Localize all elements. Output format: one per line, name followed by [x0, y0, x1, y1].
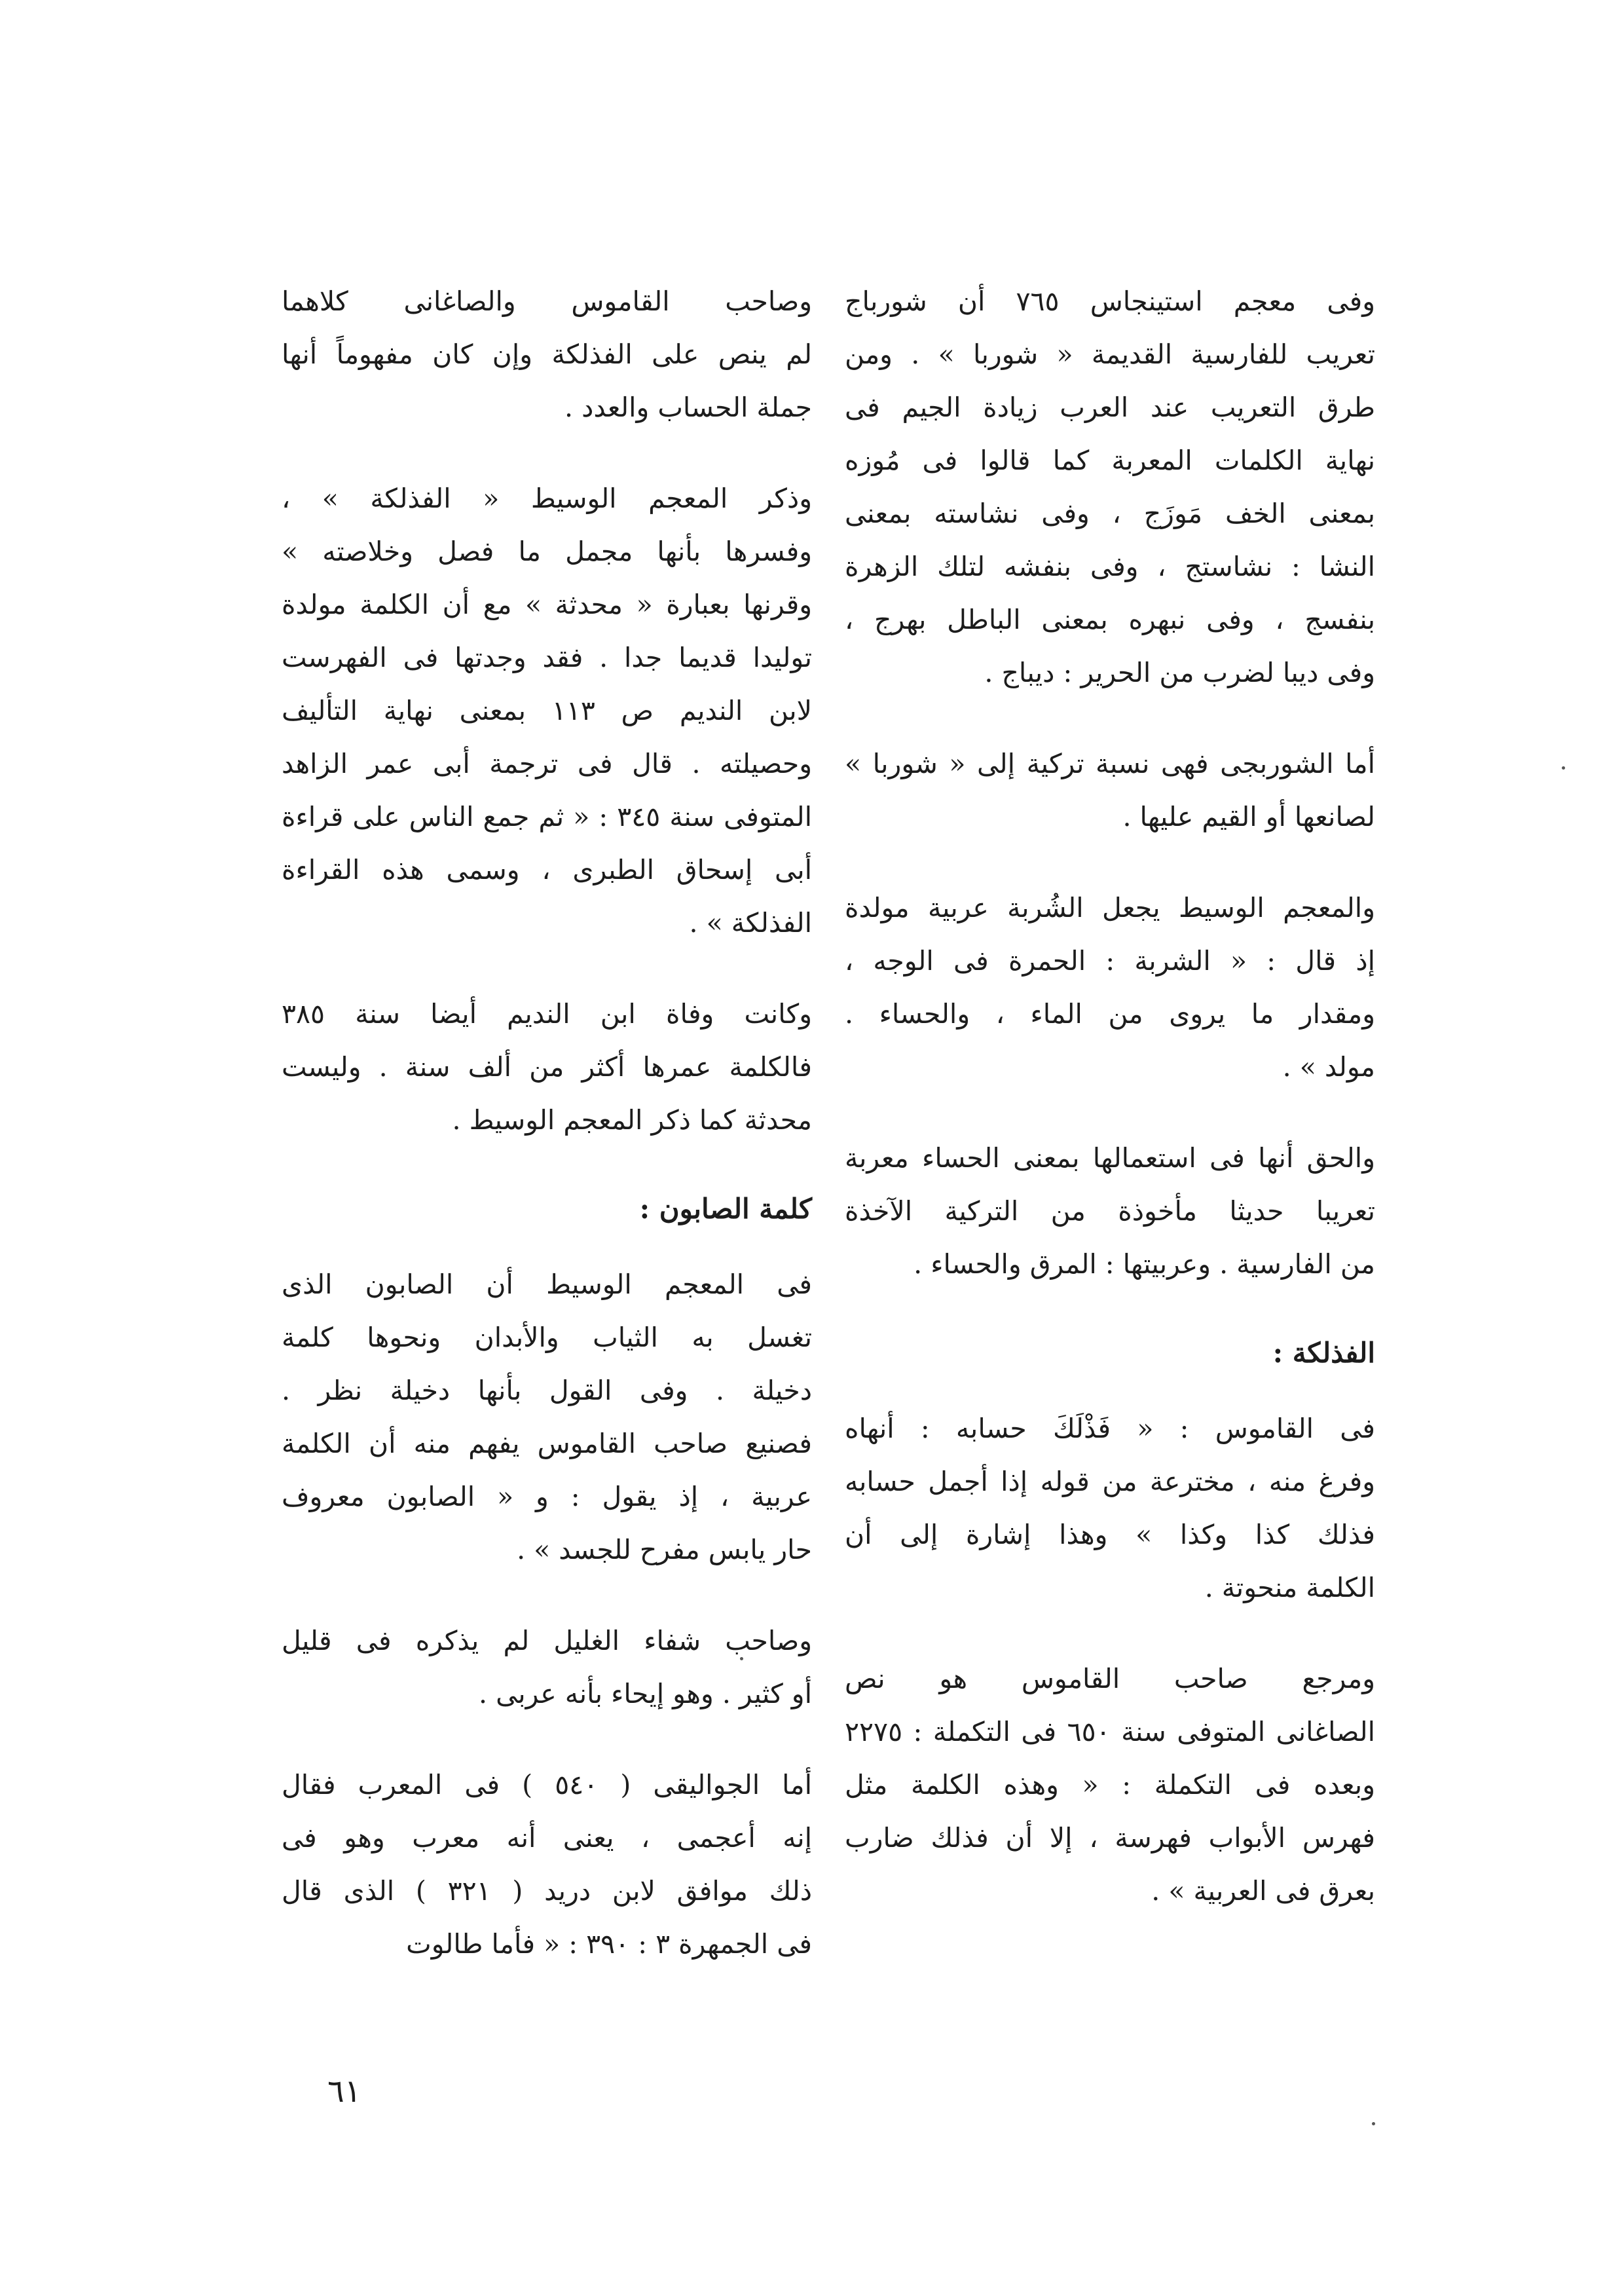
- text-line: طرق التعريب عند العرب زيادة الجيم فى: [845, 392, 1375, 423]
- text-line: أما الشوربجى فهى نسبة تركية إلى « شوربا »: [845, 748, 1375, 779]
- text-line: مولد » .: [1282, 1051, 1375, 1083]
- text-line: فهرس الأبواب فهرسة ، إلا أن فذلك ضارب: [845, 1822, 1375, 1854]
- text-line: فى المعجم الوسيط أن الصابون الذى: [282, 1269, 812, 1300]
- text-line: وفى معجم استينجاس ٧٦٥ أن شورباج: [845, 286, 1375, 317]
- text-line: بعرق فى العربية » .: [1151, 1875, 1375, 1907]
- section-heading: كلمة الصابون :: [639, 1193, 812, 1225]
- section-heading: الفذلكة :: [1272, 1337, 1375, 1369]
- text-line: والمعجم الوسيط يجعل الشُربة عربية مولدة: [845, 892, 1375, 924]
- scan-speck: [740, 1657, 743, 1660]
- text-line: فى القاموس : « فَذْلَكَ حسابه : أنهاه: [845, 1413, 1375, 1444]
- paragraph: [282, 1759, 812, 1971]
- text-line: النشا : نشاستج ، وفى بنفشه لتلك الزهرة: [845, 551, 1375, 582]
- paragraph: [845, 1132, 1375, 1291]
- text-line: وصاحب القاموس والصاغانى كلاهما: [282, 286, 812, 317]
- text-line: تغسل به الثياب والأبدان ونحوها كلمة: [282, 1322, 812, 1353]
- text-line: وصاحب شفاء الغليل لم يذكره فى قليل: [282, 1625, 812, 1656]
- text-line: والحق أنها فى استعمالها بمعنى الحساء معربة: [845, 1142, 1375, 1174]
- text-line: فى الجمهرة ٣ : ٣٩٠ : « فأما طالوت: [406, 1928, 812, 1960]
- text-line: بمعنى الخف مَوزَج ، وفى نشاسته بمعنى: [845, 498, 1375, 529]
- left-text-column: [282, 275, 812, 2009]
- text-line: بنفسج ، وفى نبهره بمعنى الباطل بهرج ،: [845, 604, 1375, 635]
- paragraph: [282, 1614, 812, 1721]
- text-line: ومقدار ما يروى من الماء ، والحساء .: [845, 998, 1375, 1030]
- text-line: من الفارسية . وعربيتها : المرق والحساء .: [913, 1248, 1375, 1280]
- scan-speck: [1372, 2122, 1375, 2125]
- text-line: أو كثير . وهو إيحاء بأنه عربى .: [479, 1678, 812, 1709]
- text-line: نهاية الكلمات المعربة كما قالوا فى مُوزه: [845, 445, 1375, 476]
- text-line: إذ قال : « الشربة : الحمرة فى الوجه ،: [845, 945, 1375, 977]
- text-line: الصاغانى المتوفى سنة ٦٥٠ فى التكملة : ٢٢٧٥: [845, 1716, 1375, 1747]
- text-line: وحصيلته . قال فى ترجمة أبى عمر الزاهد: [282, 748, 812, 779]
- text-line: حار يابس مفرح للجسد » .: [517, 1534, 812, 1565]
- text-line: تعريبا حديثا مأخوذة من التركية الآخذة: [845, 1195, 1375, 1227]
- paragraph: [845, 1652, 1375, 1918]
- right-text-column: [845, 275, 1375, 1956]
- text-line: وذكر المعجم الوسيط « الفذلكة » ،: [282, 483, 812, 514]
- text-line: وكانت وفاة ابن النديم أيضا سنة ٣٨٥: [282, 998, 812, 1030]
- text-line: وفسرها بأنها مجمل ما فصل وخلاصته »: [282, 536, 812, 567]
- text-line: وفى ديبا لضرب من الحرير : ديباج .: [984, 657, 1375, 688]
- text-line: توليدا قديما جدا . فقد وجدتها فى الفهرست: [282, 642, 812, 673]
- text-line: ذلك موافق لابن دريد ( ٣٢١ ) الذى قال: [282, 1875, 812, 1907]
- text-line: دخيلة . وفى القول بأنها دخيلة نظر .: [282, 1375, 812, 1406]
- text-line: لصانعها أو القيم عليها .: [1122, 801, 1375, 832]
- paragraph: [845, 1402, 1375, 1614]
- text-line: وبعده فى التكملة : « وهذه الكلمة مثل: [845, 1769, 1375, 1801]
- text-line: الفذلكة » .: [689, 907, 812, 939]
- paragraph: [282, 275, 812, 434]
- text-line: أبى إسحاق الطبرى ، وسمى هذه القراءة: [282, 854, 812, 886]
- text-line: فذلك كذا وكذا » وهذا إشارة إلى أن: [845, 1519, 1375, 1550]
- text-line: أما الجواليقى ( ٥٤٠ ) فى المعرب فقال: [282, 1769, 812, 1801]
- text-line: الكلمة منحوتة .: [1204, 1572, 1375, 1603]
- text-line: جملة الحساب والعدد .: [564, 392, 812, 423]
- paragraph: [282, 988, 812, 1147]
- paragraph: [282, 472, 812, 950]
- text-line: لم ينص على الفذلكة وإن كان مفهوماً أنها: [282, 339, 812, 370]
- paragraph: [282, 1258, 812, 1577]
- text-line: وقرنها بعبارة « محدثة » مع أن الكلمة مولدة: [282, 589, 812, 620]
- scan-speck: [1562, 766, 1565, 770]
- page-number: ٦١: [327, 2073, 361, 2110]
- text-line: إنه أعجمى ، يعنى أنه معرب وهو فى: [282, 1822, 812, 1854]
- text-line: عربية ، إذ يقول : و « الصابون معروف: [282, 1481, 812, 1512]
- paragraph: [845, 882, 1375, 1094]
- text-line: فصنيع صاحب القاموس يفهم منه أن الكلمة: [282, 1428, 812, 1459]
- text-line: فالكلمة عمرها أكثر من ألف سنة . وليست: [282, 1051, 812, 1083]
- paragraph: [845, 275, 1375, 700]
- text-line: المتوفى سنة ٣٤٥ : « ثم جمع الناس على قراءة: [282, 801, 812, 832]
- paragraph: [845, 737, 1375, 844]
- text-line: لابن النديم ص ١١٣ بمعنى نهاية التأليف: [282, 695, 812, 726]
- text-line: وفرغ منه ، مخترعة من قوله إذا أجمل حسابه: [845, 1466, 1375, 1497]
- text-line: ومرجع صاحب القاموس هو نص: [845, 1663, 1375, 1694]
- text-line: تعريب للفارسية القديمة « شوربا » . ومن: [845, 339, 1375, 370]
- text-line: محدثة كما ذكر المعجم الوسيط .: [452, 1104, 812, 1136]
